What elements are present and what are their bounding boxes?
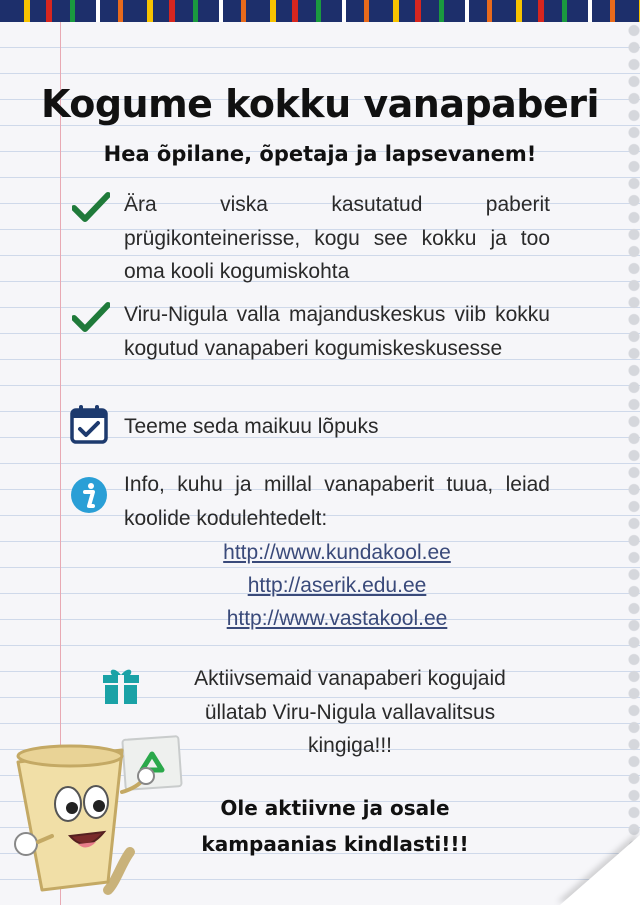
checkmark-icon (72, 192, 110, 222)
info-item-transport: Viru-Nigula valla majanduskeskus viib kokku kogutud vanapaberi kogumiskeskusesse (124, 303, 550, 360)
prize-line-1: Aktiivsemaid vanapaberi kogujaid (194, 667, 506, 690)
prize-line-2: üllatab Viru-Nigula vallavalitsus (204, 700, 496, 724)
info-icon (70, 476, 108, 514)
closing-call-to-action (150, 790, 520, 862)
link-aserik[interactable]: http://aserik.edu.ee (247, 574, 427, 597)
page-title: Kogume kokku vanapaberi (40, 82, 600, 126)
info-item-where: Info, kuhu ja millal vanapaberit tuua, leiad koolide kodulehtedelt: (124, 473, 550, 530)
link-kundakool[interactable]: http://www.kundakool.ee (223, 541, 451, 564)
page-curl-corner (560, 835, 640, 905)
closing-line-1: Ole aktiivne ja osale (220, 796, 450, 820)
checkmark-icon (72, 302, 110, 332)
school-links (50, 536, 624, 635)
greeting-subtitle: Hea õpilane, õpetaja ja lapsevanem! (103, 142, 537, 166)
prize-announcement (140, 662, 560, 763)
info-item-deadline: Teeme seda maikuu lõpuks (124, 415, 379, 438)
calendar-check-icon (70, 404, 108, 444)
prize-line-3: kingiga!!! (307, 734, 393, 757)
info-item-collect: Ära viska kasutatud paberit prügikonteinerisse, kogu see kokku ja too oma kooli kogumiskohta (124, 193, 550, 283)
link-vastakool[interactable]: http://www.vastakool.ee (226, 607, 448, 630)
closing-line-2: kampaanias kindlasti!!! (201, 832, 469, 856)
decorative-top-stripe (0, 0, 640, 22)
gift-icon (102, 664, 140, 706)
